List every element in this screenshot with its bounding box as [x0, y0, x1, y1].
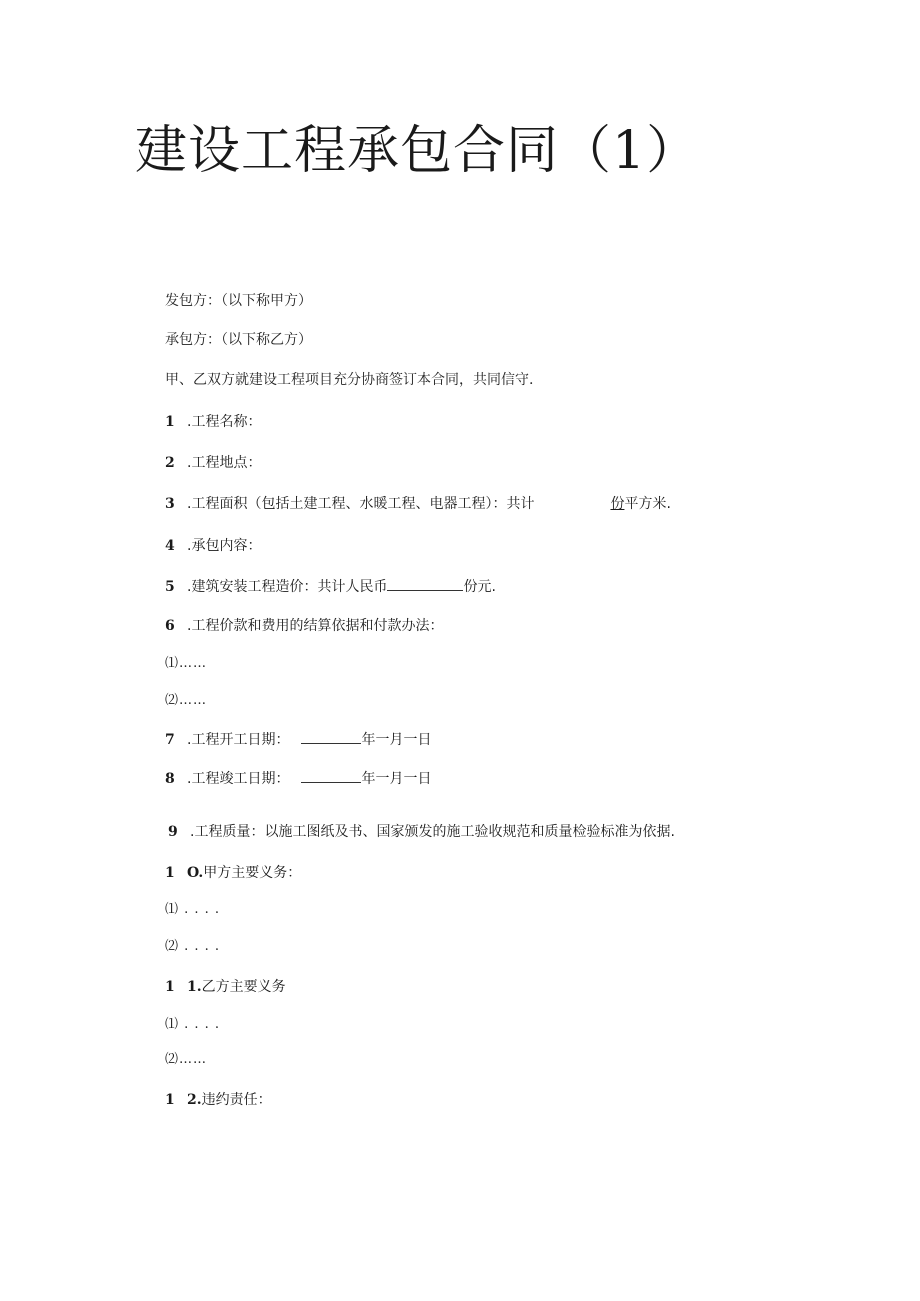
- end-date-suffix: 年一月一日: [361, 771, 432, 787]
- clause-3: [165, 494, 671, 514]
- clause-6-item-2: ⑵……: [165, 693, 208, 708]
- clause-10-item-1: ⑴ . . . .: [165, 902, 221, 917]
- clause-number: 1: [165, 979, 175, 995]
- clause-text: .工程地点：: [187, 455, 262, 471]
- clause-12: [165, 1090, 272, 1110]
- clause-number-suffix: 2.: [187, 1092, 202, 1108]
- clause-number: 3: [165, 496, 175, 512]
- clause-6: [165, 616, 443, 636]
- clause-number-suffix: 1.: [187, 979, 202, 995]
- clause-text: 乙方主要义务: [201, 979, 286, 995]
- clause-text: .承包内容：: [187, 538, 262, 554]
- clause-8: [165, 768, 431, 789]
- price-unit: 份元.: [463, 579, 496, 595]
- area-unit-underlined: 份: [610, 496, 625, 512]
- party-a-line: 发包方：（以下称甲方）: [165, 293, 312, 309]
- party-b-line: 承包方：（以下称乙方）: [165, 332, 312, 348]
- clause-number: 1: [165, 1092, 175, 1108]
- clause-number: 9: [168, 824, 178, 840]
- clause-11: [165, 977, 286, 997]
- clause-number: 2: [165, 455, 175, 471]
- area-unit: 平方米.: [624, 496, 671, 512]
- page-title: 建设工程承包合同（1）: [135, 121, 700, 181]
- clause-9: [168, 822, 675, 842]
- clause-10-item-2: ⑵ . . . .: [165, 939, 221, 954]
- clause-text: .工程价款和费用的结算依据和付款办法：: [187, 618, 444, 634]
- start-year-blank: [301, 729, 361, 744]
- clause-number: 1: [165, 414, 175, 430]
- clause-number: 8: [165, 771, 175, 787]
- end-year-blank: [301, 768, 361, 783]
- price-blank: [387, 576, 463, 591]
- clause-text: .工程名称：: [187, 414, 262, 430]
- clause-number: 4: [165, 538, 175, 554]
- clause-text: .工程开工日期：: [187, 732, 290, 748]
- clause-text: .工程竣工日期：: [187, 771, 290, 787]
- clause-text: .建筑安装工程造价：共计人民币: [187, 579, 388, 595]
- start-date-suffix: 年一月一日: [361, 732, 432, 748]
- clause-1: [165, 412, 261, 432]
- clause-text: .工程质量：以施工图纸及书、国家颁发的施工验收规范和质量检验标准为依据.: [190, 824, 675, 840]
- clause-number-suffix: O.: [187, 865, 204, 881]
- clause-number: 6: [165, 618, 175, 634]
- clause-text: .工程面积（包括土建工程、水暖工程、电器工程）：共计: [187, 496, 535, 512]
- clause-number: 7: [165, 732, 175, 748]
- clause-text: 违约责任：: [201, 1092, 272, 1108]
- clause-5: [165, 576, 496, 597]
- clause-7: [165, 729, 431, 750]
- clause-10: [165, 863, 301, 883]
- clause-number: 5: [165, 579, 175, 595]
- clause-4: [165, 536, 261, 556]
- clause-text: 甲方主要义务：: [203, 865, 302, 881]
- clause-11-item-1: ⑴ . . . .: [165, 1017, 221, 1032]
- clause-11-item-2: ⑵……: [165, 1052, 208, 1067]
- clause-number: 1: [165, 865, 175, 881]
- clause-2: [165, 453, 261, 473]
- preamble-line: 甲、乙双方就建设工程项目充分协商签订本合同，共同信守.: [165, 372, 534, 388]
- clause-6-item-1: ⑴……: [165, 656, 208, 671]
